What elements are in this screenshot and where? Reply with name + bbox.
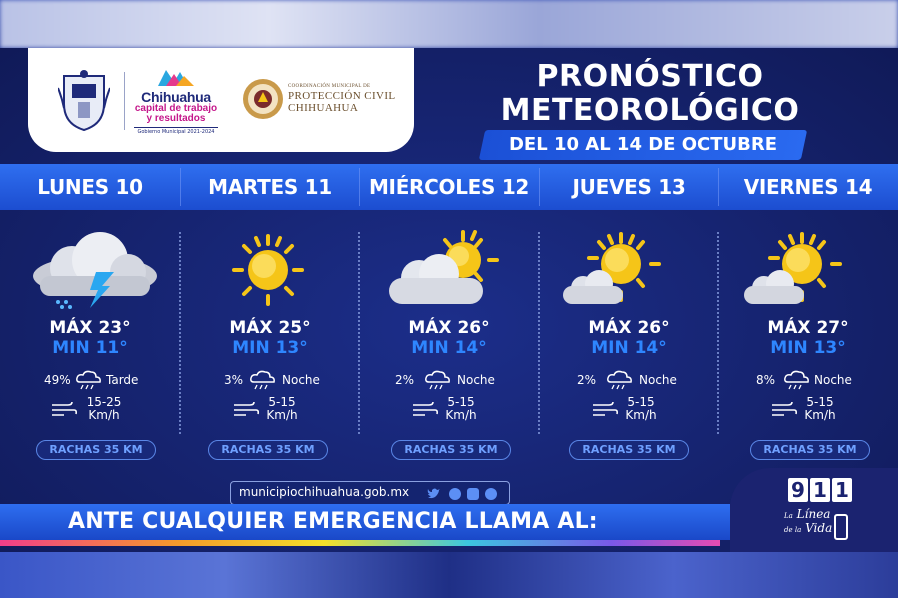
wind-icon — [50, 400, 78, 418]
title-line-1: PRONÓSTICO — [536, 59, 764, 94]
rain-time: Noche — [457, 373, 495, 387]
rain-chance: 49% — [44, 373, 71, 387]
linea-word-d: Vida — [805, 521, 833, 535]
wind-row — [539, 396, 719, 426]
day-forecast-3 — [359, 210, 539, 460]
tiktok-icon[interactable] — [485, 488, 497, 500]
max-temp: MÁX 23° — [49, 318, 131, 338]
phone-icon — [834, 514, 848, 540]
wind-speed: 5-15 — [268, 395, 296, 409]
rain-cloud-icon — [782, 370, 812, 390]
rain-time: Tarde — [106, 373, 139, 387]
storm-cloud-icon — [0, 230, 180, 310]
chihuahua-logo — [134, 66, 218, 136]
day-header-4: JUEVES 13 — [572, 175, 686, 199]
blurred-bottom-background — [0, 552, 898, 598]
min-temp: MIN 11° — [52, 338, 128, 358]
wind-icon — [232, 400, 260, 418]
civil-protection-small: COORDINACIÓN MUNICIPAL DE — [288, 84, 371, 89]
min-temp: MIN 13° — [232, 338, 308, 358]
wind-unit: Km/h — [266, 408, 298, 422]
gusts-badge: RACHAS 35 KM — [36, 440, 156, 460]
civil-protection-line-1: PROTECCIÓN CIVIL — [288, 90, 396, 102]
facebook-icon[interactable] — [449, 488, 461, 500]
partly-cloudy-icon — [359, 230, 539, 310]
number-digit: 9 — [788, 478, 808, 502]
wind-icon — [411, 400, 439, 418]
rainbow-stripe — [0, 540, 720, 546]
max-temp: MÁX 27° — [767, 318, 849, 338]
day-forecast-4 — [539, 210, 719, 460]
day-header-5: VIERNES 14 — [743, 175, 873, 199]
gusts-badge: RACHAS 35 KM — [391, 440, 511, 460]
logo-panel — [28, 48, 414, 152]
day-header-3: MIÉRCOLES 12 — [368, 175, 530, 199]
rain-chance-row — [539, 368, 719, 392]
rain-cloud-icon — [74, 370, 104, 390]
rain-chance: 8% — [756, 373, 776, 387]
rain-chance-row — [718, 368, 898, 392]
gusts-badge: RACHAS 35 KM — [750, 440, 870, 460]
max-temp: MÁX 26° — [588, 318, 670, 338]
wind-unit: Km/h — [445, 408, 477, 422]
rain-cloud-icon — [423, 370, 453, 390]
wind-row — [359, 396, 539, 426]
emergency-number — [788, 478, 854, 504]
chihuahua-mountain-icon — [156, 66, 196, 88]
rain-cloud-icon — [605, 370, 635, 390]
rain-time: Noche — [639, 373, 677, 387]
linea-vida-text — [784, 508, 864, 536]
number-digit: 1 — [832, 478, 852, 502]
gusts-badge: RACHAS 35 KM — [208, 440, 328, 460]
rain-chance-row — [359, 368, 539, 392]
rain-time: Noche — [282, 373, 320, 387]
day-forecast-2 — [180, 210, 360, 460]
wind-speed: 15-25 — [86, 395, 122, 409]
linea-word-a: La — [784, 512, 793, 520]
wind-speed: 5-15 — [806, 395, 834, 409]
min-temp: MIN 14° — [591, 338, 667, 358]
chihuahua-sub: Gobierno Municipal 2021-2024 — [134, 127, 218, 135]
mostly-sunny-icon — [539, 230, 719, 310]
website-box[interactable] — [230, 481, 510, 505]
day-forecast-1 — [0, 210, 180, 460]
civil-protection-text — [288, 84, 412, 114]
wind-unit: Km/h — [804, 408, 836, 422]
number-digit: 1 — [810, 478, 830, 502]
day-forecast-5 — [718, 210, 898, 460]
twitter-icon[interactable] — [427, 487, 441, 499]
gusts-badge: RACHAS 35 KM — [569, 440, 689, 460]
website-url[interactable]: municipiochihuahua.gob.mx — [239, 485, 410, 499]
mostly-sunny-icon — [718, 230, 898, 310]
forecast-title — [470, 60, 830, 128]
rain-chance-row — [180, 368, 360, 392]
rain-chance: 3% — [224, 373, 244, 387]
wind-row — [718, 396, 898, 426]
wind-icon — [591, 400, 619, 418]
min-temp: MIN 13° — [770, 338, 846, 358]
wind-icon — [770, 400, 798, 418]
blurred-top-background — [0, 0, 898, 48]
rain-chance-row — [0, 368, 180, 392]
max-temp: MÁX 25° — [229, 318, 311, 338]
chihuahua-tagline-2: y resultados — [146, 113, 206, 124]
max-temp: MÁX 26° — [408, 318, 490, 338]
chihuahua-name: Chihuahua — [141, 89, 211, 105]
min-temp: MIN 14° — [411, 338, 487, 358]
chihuahua-tagline-1: capital de trabajo — [134, 103, 218, 114]
wind-row — [180, 396, 360, 426]
civil-protection-seal-icon — [242, 78, 284, 120]
rain-cloud-icon — [248, 370, 278, 390]
date-range: DEL 10 AL 14 DE OCTUBRE — [508, 134, 778, 155]
civil-protection-line-2: CHIHUAHUA — [288, 102, 359, 114]
title-line-2: METEOROLÓGICO — [500, 93, 800, 128]
rain-chance: 2% — [395, 373, 415, 387]
instagram-icon[interactable] — [467, 488, 479, 500]
wind-speed: 5-15 — [627, 395, 655, 409]
day-header-2: MARTES 11 — [208, 175, 332, 199]
day-header-1: LUNES 10 — [37, 175, 143, 199]
wind-speed: 5-15 — [447, 395, 475, 409]
city-crest-icon — [58, 68, 110, 132]
linea-word-c: de la — [784, 526, 802, 534]
forecast-poster — [0, 48, 898, 552]
rain-chance: 2% — [577, 373, 597, 387]
sun-icon — [180, 230, 360, 310]
linea-word-b: Línea — [796, 507, 831, 521]
logo-divider — [124, 72, 125, 130]
wind-row — [0, 396, 180, 426]
wind-unit: Km/h — [625, 408, 657, 422]
emergency-message: ANTE CUALQUIER EMERGENCIA LLAMA AL: — [68, 509, 598, 534]
wind-unit: Km/h — [88, 408, 120, 422]
emergency-911-badge — [730, 468, 898, 552]
rain-time: Noche — [814, 373, 852, 387]
